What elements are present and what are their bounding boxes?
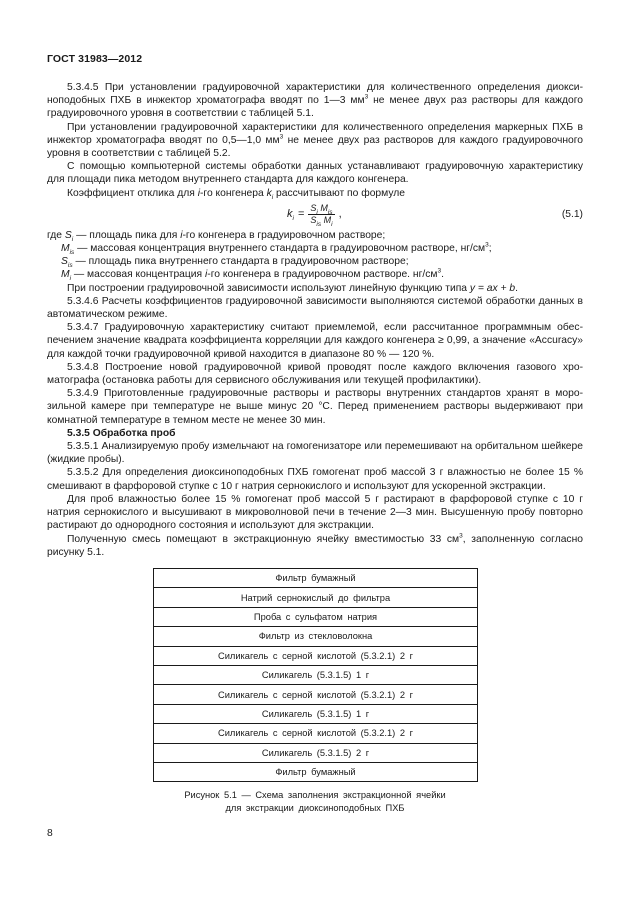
paragraph-5-3-4-7: 5.3.4.7 Градуировочную характеристику считают приемлемой, если рассчитанное программным обеспечением значение квадрата коэффициента корреляции для каждого конгенера ≥ 0,99, а значение «Accuracy» для каждой точки градуировочной кривой находится в диапазоне 80 % — 120 %.	[47, 322, 583, 360]
definition-mi: $M_i$ — массовая концентрация i-го конгенера в градуировочном растворе. $нг/см^3$.	[61, 268, 444, 283]
paragraph-response-coefficient: Коэффициент отклика для i-го конгенера $k_i$ рассчитывают по формуле	[67, 187, 405, 201]
table-row	[154, 762, 478, 781]
cell-layer: Фильтр из стекловолокна	[154, 627, 478, 646]
table-row	[154, 627, 478, 646]
table-row	[154, 704, 478, 723]
table-row	[154, 724, 478, 743]
document-body	[47, 81, 583, 559]
extraction-cell-diagram	[153, 568, 478, 782]
page-number: 8	[47, 828, 53, 839]
formula-fraction: $\frac{S_i M_{is}}{S_{is} M_i}$	[310, 202, 333, 228]
document-header: ГОСТ 31983—2012	[47, 53, 143, 65]
table-row	[154, 665, 478, 684]
paragraph-5-3-4-5: 5.3.4.5 При установлении градуировочной характеристики для количественного определения диоксиноподобных ПХБ в инжектор хроматографа вводят по 1—3 $мм^3$ не менее двух раз растворы для каждого градуировочного уровня в соответствии с таблицей 5.1.	[47, 82, 583, 120]
table-row	[154, 607, 478, 626]
paragraph-5-3-4-6: 5.3.4.6 Расчеты коэффициентов градуировочной зависимости выполняются системой обработки данных в автоматическом режиме.	[47, 295, 583, 321]
paragraph-5-3-5-2: 5.3.5.2 Для определения диоксиноподобных ПХБ гомогенат проб массой 3 г влажностью не более 15 % смешивают в фарфоровой ступке с 10 г натрия сернокислого и используют для ускоренной экстракции.	[47, 467, 583, 492]
formula-definitions	[47, 229, 583, 282]
cell-layer: Силикагель с серной кислотой (5.3.2.1) 2 г	[154, 685, 478, 704]
formula-5-1	[47, 201, 583, 227]
cell-layer: Силикагель с серной кислотой (5.3.2.1) 2 г	[154, 646, 478, 665]
cell-layer: Силикагель (5.3.1.5) 1 г	[154, 704, 478, 723]
formula-number: (5.1)	[561, 208, 583, 220]
paragraph-5-3-4-9: 5.3.4.9 Приготовленные градуировочные растворы и растворы внутренних стандартов хранят в морозильной камере при температуре не выше минус 20 °С. Перед применением растворы выдерживают при комнатной температуре в темном месте не менее 30 мин.	[47, 388, 583, 426]
caption-line-1: Рисунок 5.1 — Схема заполнения экстракционной ячейки	[184, 790, 446, 800]
cell-layer: Силикагель (5.3.1.5) 2 г	[154, 743, 478, 762]
figure-caption	[130, 789, 500, 815]
cell-layer: Проба с сульфатом натрия	[154, 607, 478, 626]
table-row	[154, 685, 478, 704]
definition-si: где $S_i$ — площадь пика для i-го конгенера в градуировочном растворе;	[47, 229, 386, 243]
caption-line-2: для экстракции диоксиноподобных ПХБ	[225, 803, 405, 813]
paragraph-5-3-5-1: 5.3.5.1 Анализируемую пробу измельчают на гомогенизаторе или перемешивают на орбитальном шейкере (жидкие пробы).	[47, 441, 583, 466]
cell-layer: Фильтр бумажный	[154, 569, 478, 588]
cell-layer: Натрий сернокислый до фильтра	[154, 588, 478, 607]
table-row	[154, 588, 478, 607]
cell-layer: Силикагель (5.3.1.5) 1 г	[154, 665, 478, 684]
paragraph-extraction-cell: Полученную смесь помещают в экстракционную ячейку вместимостью 33 $см^3$, заполненную согласно рисунку 5.1.	[47, 532, 583, 558]
paragraph-computer-system: С помощью компьютерной системы обработки данных устанавливают градуировочную характеристику для площади пика методом внутреннего стандарта для каждого конгенера.	[47, 161, 583, 186]
formula-expression: $k_i$ = $\frac{S_i M_{is}}{S_{is} M_i}$ ,	[287, 202, 342, 228]
paragraph-linear-function: При построении градуировочной зависимости используют линейную функцию типа y = ax + b.	[67, 282, 518, 294]
definition-mis: $M_{is}$ — массовая концентрация внутреннего стандарта в градуировочном растворе, $нг/см^3$;	[61, 241, 492, 257]
cell-layer: Силикагель с серной кислотой (5.3.2.1) 2 г	[154, 724, 478, 743]
paragraph-marker-pcb: При установлении градуировочной характеристики для количественного определения маркерных ПХБ в инжектор хроматографа вводят по 0,5—1,0 $мм^3$ не менее двух раз растворов для каждого градуировочного уровня в соответствии с таблицей 5.2.	[47, 121, 583, 160]
definition-sis: $S_{is}$ — площадь пика внутреннего стандарта в градуировочном растворе;	[61, 256, 409, 270]
table-row	[154, 743, 478, 762]
paragraph-5-3-4-8: 5.3.4.8 Построение новой градуировочной кривой проводят после каждого включения газового хроматографа (остановка работы для сервисного обслуживания или текущей профилактики).	[47, 361, 583, 387]
section-heading-5-3-5: 5.3.5 Обработка проб	[67, 427, 176, 439]
table-row	[154, 646, 478, 665]
cell-layer: Фильтр бумажный	[154, 762, 478, 781]
paragraph-moisture: Для проб влажностью более 15 % гомогенат проб массой 5 г растирают в фарфоровой ступке с 10 г натрия сернокислого и высушивают в микроволновой печи в течение 2—3 мин. Высушенную пробу повторно растирают до однородного состояния и используют для экстракции.	[47, 493, 583, 532]
table-row	[154, 569, 478, 588]
